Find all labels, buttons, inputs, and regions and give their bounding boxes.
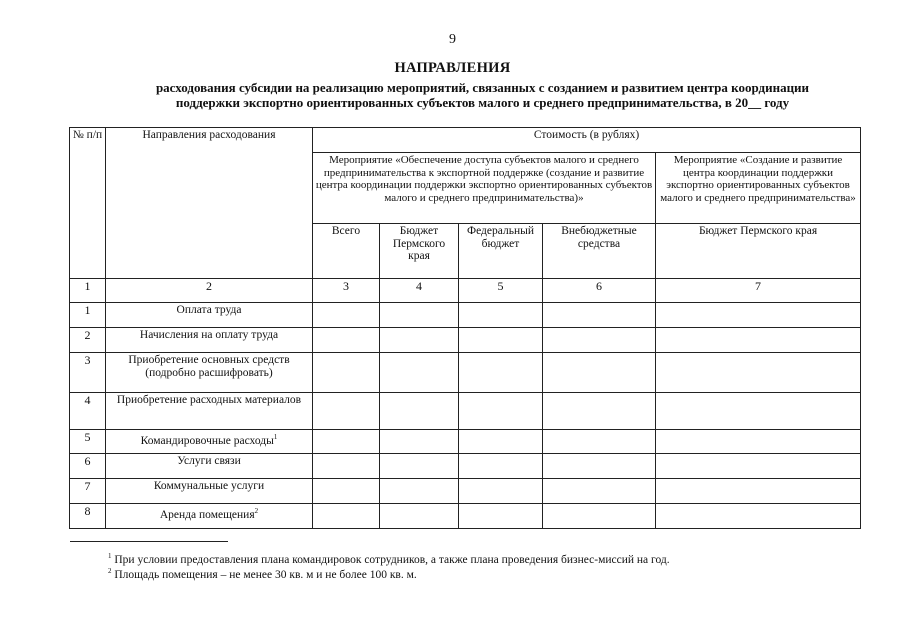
row-direction: Оплата труда: [106, 303, 313, 328]
cell-extra: [543, 479, 656, 504]
row-number: 1: [70, 303, 106, 328]
header-extrabudget: Внебюджетные средства: [543, 224, 656, 279]
cell-federal: [459, 479, 543, 504]
cell-total: [313, 430, 380, 454]
cell-perm-2: [656, 303, 861, 328]
cell-extra: [543, 393, 656, 430]
row-direction: Командировочные расходы$^1$: [106, 430, 313, 454]
cell-extra: [543, 504, 656, 529]
row-direction: Начисления на оплату труда: [106, 328, 313, 353]
cell-total: [313, 303, 380, 328]
header-event-1: Мероприятие «Обеспечение доступа субъектов малого и среднего предпринимательства к экспортной поддержке (создание и развитие центра координации поддержки экспортно ориентированных субъектов малого и среднего предпринимательства)»: [313, 153, 656, 224]
cell-federal: [459, 328, 543, 353]
cell-perm: [380, 454, 459, 479]
header-direction: Направления расходования: [106, 128, 313, 279]
cell-perm: [380, 430, 459, 454]
footnote-text: При условии предоставления плана командировок сотрудников, а также плана проведения бизнес-миссий на год.: [114, 553, 670, 566]
table-row: [70, 454, 861, 479]
footnote-mark: 2: [108, 567, 112, 575]
cell-perm-2: [656, 353, 861, 393]
column-numbers-row: [70, 279, 861, 303]
row-direction: Коммунальные услуги: [106, 479, 313, 504]
footnote-1: [108, 552, 670, 566]
cell-total: [313, 454, 380, 479]
cell-extra: [543, 353, 656, 393]
row-direction: Услуги связи: [106, 454, 313, 479]
row-number: 8: [70, 504, 106, 529]
cell-federal: [459, 303, 543, 328]
row-number: 7: [70, 479, 106, 504]
cell-total: [313, 328, 380, 353]
footnote-mark: 1: [108, 552, 112, 560]
footnote-text: Площадь помещения – не менее 30 кв. м и не более 100 кв. м.: [114, 568, 417, 581]
row-number: 4: [70, 393, 106, 430]
header-total: Всего: [313, 224, 380, 279]
footnote-ref: 2: [254, 507, 259, 515]
cell-perm: [380, 479, 459, 504]
row-number: 3: [70, 353, 106, 393]
row-number: 5: [70, 430, 106, 454]
column-number: 4: [380, 279, 459, 303]
cell-federal: [459, 504, 543, 529]
cell-perm: [380, 328, 459, 353]
expense-table: [69, 127, 861, 529]
header-number: № п/п: [70, 128, 106, 279]
subtitle-line-2: поддержки экспортно ориентированных субъектов малого и среднего предпринимательства, в 20__ году: [175, 95, 790, 110]
column-number: 1: [70, 279, 106, 303]
column-number: 2: [106, 279, 313, 303]
footnote-2: [108, 567, 417, 581]
document-subtitle: [60, 80, 905, 110]
footnote-ref: 1: [273, 433, 278, 441]
row-direction: Аренда помещения$^2$: [106, 504, 313, 529]
cell-federal: [459, 393, 543, 430]
cell-total: [313, 504, 380, 529]
cell-federal: [459, 454, 543, 479]
table-row: [70, 479, 861, 504]
cell-perm-2: [656, 393, 861, 430]
cell-federal: [459, 430, 543, 454]
row-number: 6: [70, 454, 106, 479]
footnote-divider: [70, 541, 228, 542]
cell-total: [313, 479, 380, 504]
cell-perm-2: [656, 454, 861, 479]
table-row: [70, 504, 861, 529]
column-number: 5: [459, 279, 543, 303]
cell-perm-2: [656, 328, 861, 353]
cell-perm: [380, 504, 459, 529]
table-row: [70, 353, 861, 393]
table-row: [70, 328, 861, 353]
cell-perm: [380, 393, 459, 430]
cell-extra: [543, 328, 656, 353]
column-number: 7: [656, 279, 861, 303]
header-perm-budget-2: Бюджет Пермского края: [656, 224, 861, 279]
header-event-2: Мероприятие «Создание и развитие центра координации поддержки экспортно ориентированных субъектов малого и среднего предпринимательства»: [656, 153, 861, 224]
table-row: [70, 430, 861, 454]
cell-total: [313, 353, 380, 393]
cell-extra: [543, 303, 656, 328]
cell-perm: [380, 353, 459, 393]
column-number: 3: [313, 279, 380, 303]
cell-extra: [543, 430, 656, 454]
row-direction: Приобретение расходных материалов: [106, 393, 313, 430]
column-number: 6: [543, 279, 656, 303]
row-number: 2: [70, 328, 106, 353]
cell-perm-2: [656, 504, 861, 529]
table-row: [70, 303, 861, 328]
document-title: НАПРАВЛЕНИЯ: [394, 60, 511, 76]
cell-perm-2: [656, 479, 861, 504]
cell-extra: [543, 454, 656, 479]
header-perm-budget: Бюджет Пермского края: [380, 224, 459, 279]
table-row: [70, 393, 861, 430]
cell-federal: [459, 353, 543, 393]
page-number: 9: [449, 32, 456, 47]
row-direction: Приобретение основных средств (подробно расшифровать): [106, 353, 313, 393]
cell-perm: [380, 303, 459, 328]
cell-perm-2: [656, 430, 861, 454]
cell-total: [313, 393, 380, 430]
subtitle-line-1: расходования субсидии на реализацию мероприятий, связанных с созданием и развитием центра координации: [155, 80, 810, 95]
header-cost: Стоимость (в рублях): [313, 128, 861, 153]
header-federal-budget: Федеральный бюджет: [459, 224, 543, 279]
